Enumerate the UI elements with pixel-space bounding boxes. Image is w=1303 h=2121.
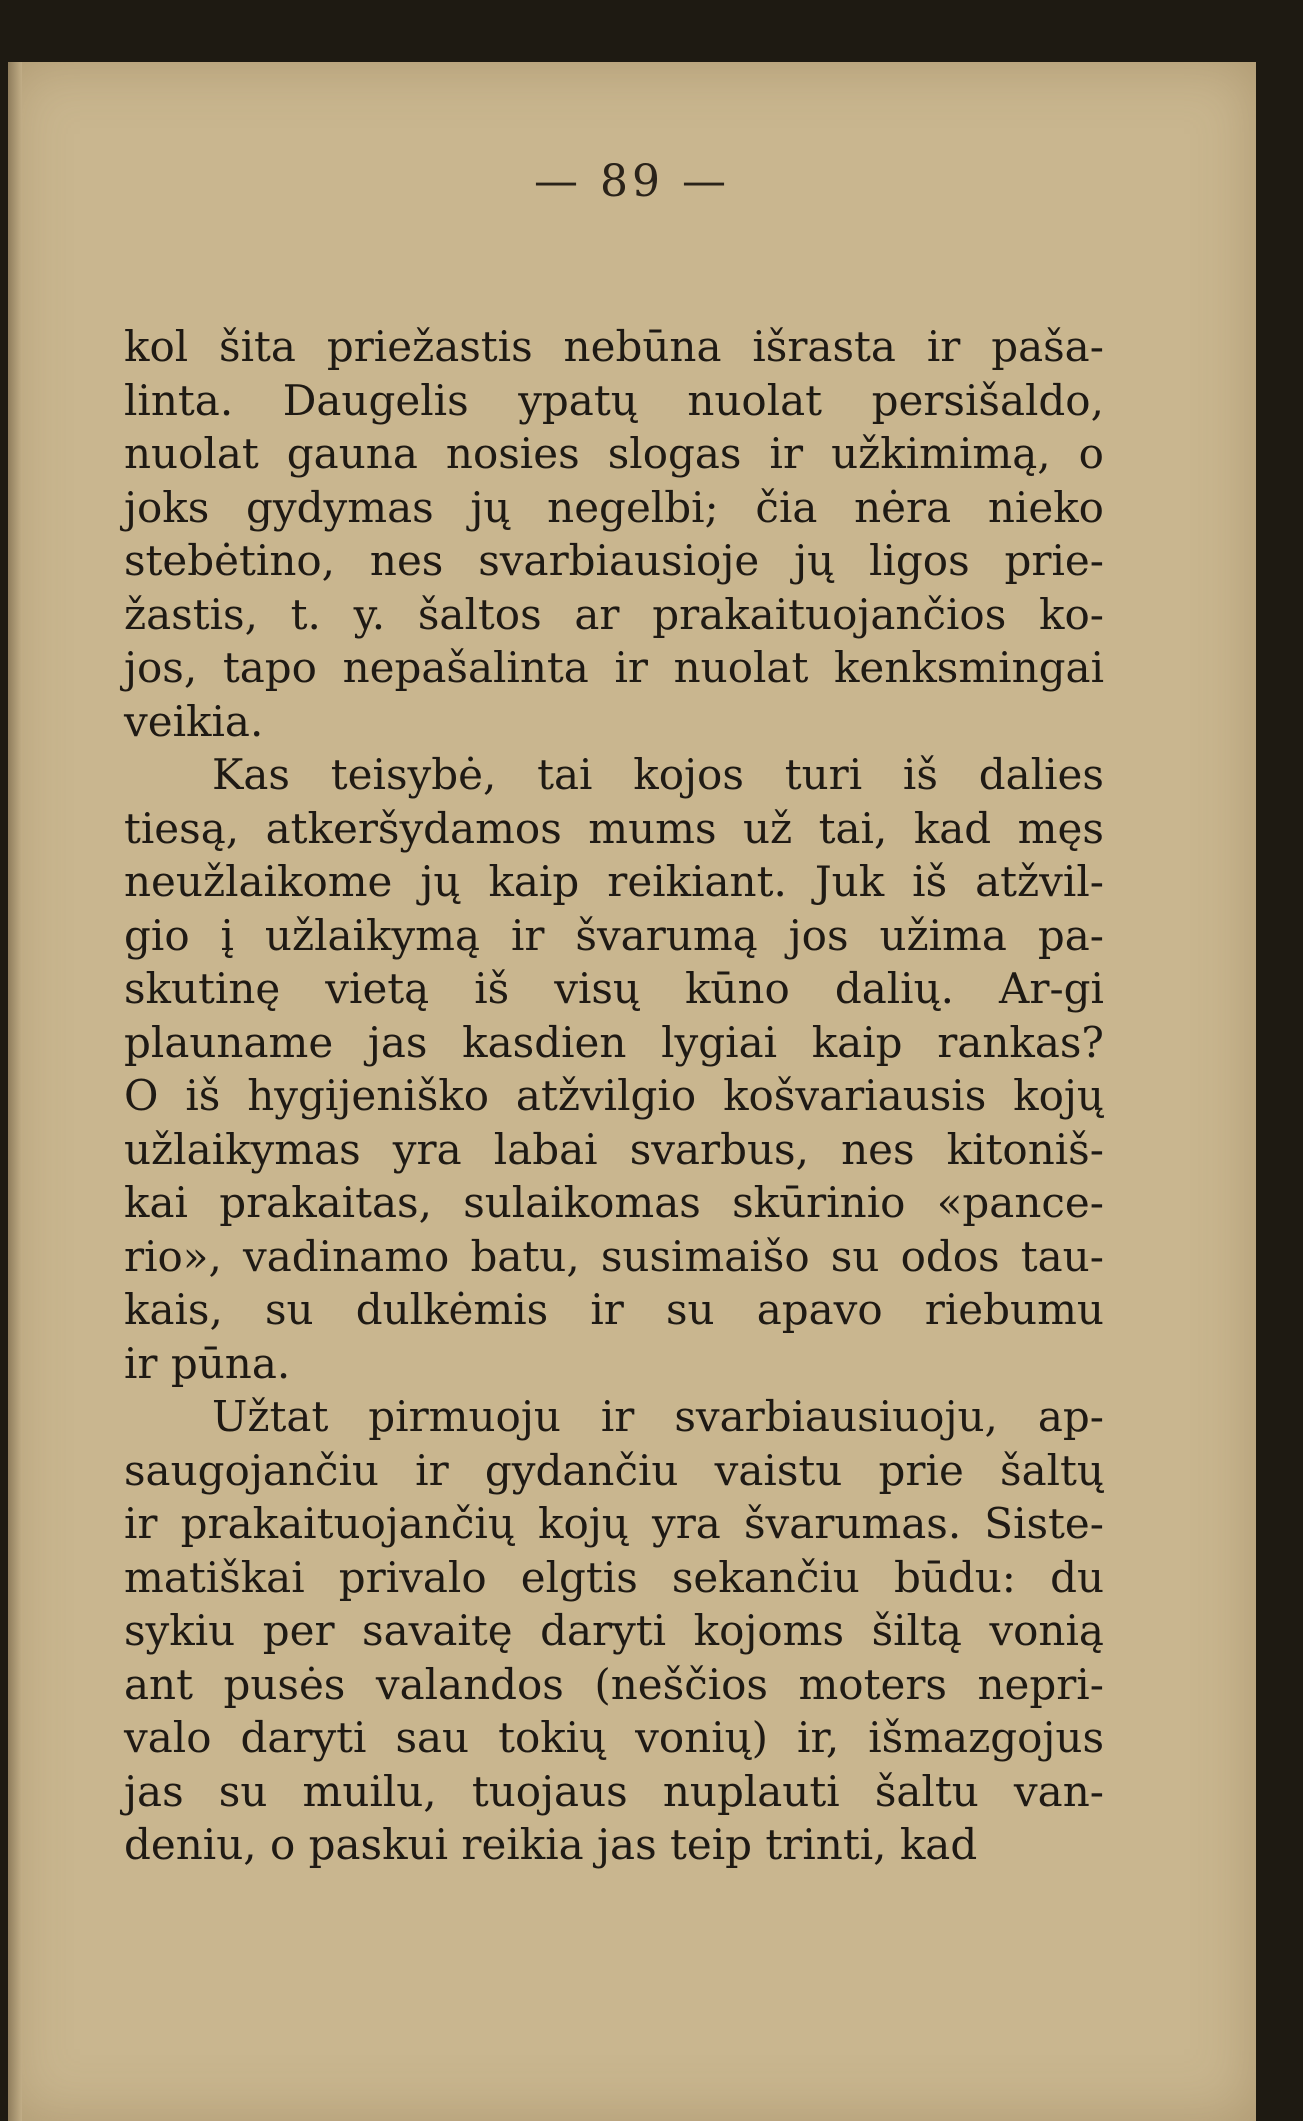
- text-line: žastis, t. y. šaltos ar prakaituojančios ko-: [124, 589, 1104, 639]
- text-line: deniu, o paskui reikia jas teip trinti, kad: [124, 1820, 978, 1869]
- text-line: plauname jas kasdien lygiai kaip rankas?: [124, 1017, 1104, 1067]
- text-line: Kas teisybė, tai kojos turi iš dalies: [212, 750, 1104, 799]
- text-line: veikia.: [124, 696, 264, 746]
- text-line: matiškai privalo elgtis sekančiu būdu: du: [124, 1552, 1104, 1602]
- text-line: jos, tapo nepašalinta ir nuolat kenksmingai: [124, 643, 1104, 692]
- body-text: [124, 320, 1104, 1872]
- text-line: kol šita priežastis nebūna išrasta ir paša-: [124, 322, 1104, 371]
- text-line: sykiu per savaitę daryti kojoms šiltą vonią: [124, 1606, 1104, 1655]
- text-line: stebėtino, nes svarbiausioje jų ligos prie-: [124, 536, 1104, 585]
- text-line: valo daryti sau tokių vonių) ir, išmazgojus: [124, 1713, 1104, 1762]
- text-line: ant pusės valandos (neščios moters nepri-: [124, 1659, 1104, 1709]
- page-number: — 89 —: [534, 156, 730, 207]
- text-line: ir pūna.: [124, 1338, 291, 1388]
- text-line: jas su muilu, tuojaus nuplauti šaltu van-: [124, 1766, 1104, 1816]
- text-line: neužlaikome jų kaip reikiant. Juk iš atžvil-: [124, 857, 1104, 906]
- text-line: gio į užlaikymą ir švarumą jos užima pa-: [124, 910, 1104, 960]
- text-line: tiesą, atkeršydamos mums už tai, kad męs: [124, 803, 1104, 853]
- text-line: O iš hygijeniško atžvilgio košvariausis kojų: [124, 1071, 1104, 1120]
- text-line: linta. Daugelis ypatų nuolat persišaldo,: [124, 375, 1104, 425]
- text-line: kai prakaitas, sulaikomas skūrinio «pance-: [124, 1178, 1104, 1227]
- text-line: rio», vadinamo batu, susimaišo su odos tau-: [124, 1231, 1104, 1281]
- text-line: joks gydymas jų negelbi; čia nėra nieko: [124, 482, 1104, 532]
- text-line: užlaikymas yra labai svarbus, nes kitoniš-: [124, 1124, 1104, 1174]
- text-line: kais, su dulkėmis ir su apavo riebumu: [124, 1285, 1104, 1334]
- text-line: nuolat gauna nosies slogas ir užkimimą, o: [124, 429, 1104, 478]
- text-line: saugojančiu ir gydančiu vaistu prie šaltų: [124, 1445, 1104, 1495]
- binding-edge: [8, 62, 22, 2121]
- text-line: Užtat pirmuoju ir svarbiausiuoju, ap-: [212, 1392, 1104, 1441]
- text-line: ir prakaituojančių kojų yra švarumas. Siste-: [124, 1499, 1104, 1548]
- book-page: [8, 62, 1256, 2121]
- text-line: skutinę vietą iš visų kūno dalių. Ar-gi: [124, 964, 1104, 1013]
